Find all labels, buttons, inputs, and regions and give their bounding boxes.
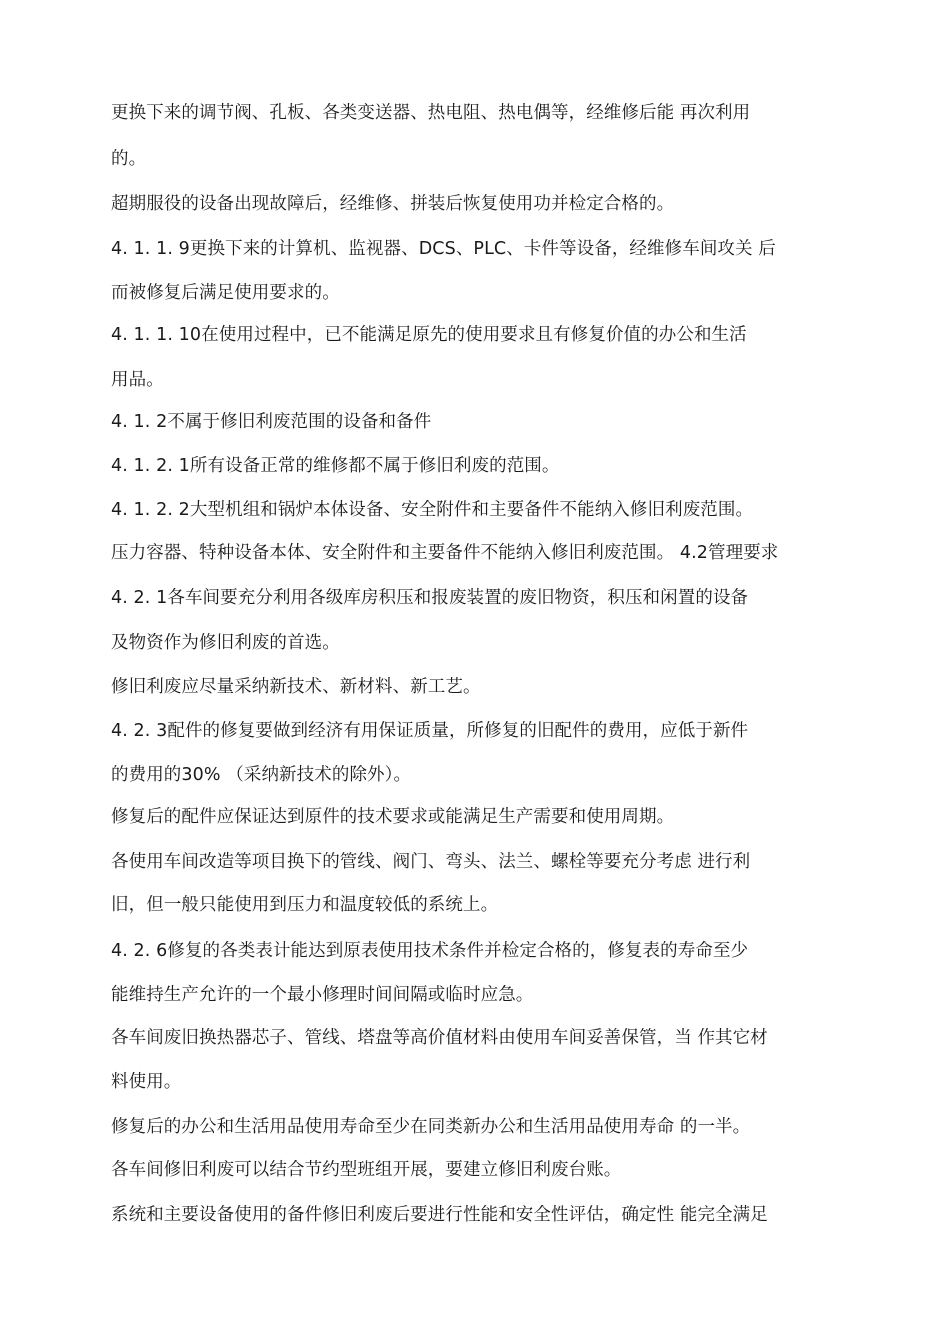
text-line: 各车间废旧换热器芯子、管线、塔盘等高价值材料由使用车间妥善保管，当 作其它材	[111, 1028, 768, 1048]
text-line: 各车间修旧利废可以结合节约型班组开展，要建立修旧利废台账。	[111, 1160, 622, 1180]
text-line: 的费用的30% （采纳新技术的除外）。	[111, 765, 412, 785]
text-line: 超期服役的设备出现故障后，经维修、拼装后恢复使用功并检定合格的。	[111, 194, 675, 214]
text-line: 压力容器、特种设备本体、安全附件和主要备件不能纳入修旧利废范围。 4.2管理要求	[111, 543, 779, 563]
text-line: 修复后的配件应保证达到原件的技术要求或能满足生产需要和使用周期。	[111, 807, 675, 827]
text-line: 旧，但一般只能使用到压力和温度较低的系统上。	[111, 895, 499, 915]
text-line: 4. 2. 6修复的各类表计能达到原表使用技术条件并检定合格的，修复表的寿命至少	[111, 941, 749, 961]
text-line: 料使用。	[111, 1072, 182, 1092]
text-line: 4. 1. 2. 2大型机组和锅炉本体设备、安全附件和主要备件不能纳入修旧利废范围。	[111, 500, 754, 520]
text-line: 4. 1. 2. 1所有设备正常的维修都不属于修旧利废的范围。	[111, 456, 560, 476]
text-line: 而被修复后满足使用要求的。	[111, 283, 340, 303]
text-line: 修旧利废应尽量采纳新技术、新材料、新工艺。	[111, 677, 481, 697]
text-line: 4. 2. 3配件的修复要做到经济有用保证质量，所修复的旧配件的费用，应低于新件	[111, 721, 749, 741]
text-line: 4. 1. 1. 10在使用过程中，已不能满足原先的使用要求且有修复价值的办公和生活	[111, 325, 747, 345]
text-line: 各使用车间改造等项目换下的管线、阀门、弯头、法兰、螺栓等要充分考虑 进行利	[111, 852, 751, 872]
text-line: 的。	[111, 149, 147, 169]
text-line: 4. 1. 2不属于修旧利废范围的设备和备件	[111, 412, 432, 432]
text-line: 系统和主要设备使用的备件修旧利废后要进行性能和安全性评估，确定性 能完全满足	[111, 1205, 768, 1225]
text-line: 用品。	[111, 370, 164, 390]
text-line: 4. 2. 1各车间要充分利用各级库房积压和报废装置的废旧物资，积压和闲置的设备	[111, 588, 749, 608]
text-line: 修复后的办公和生活用品使用寿命至少在同类新办公和生活用品使用寿命 的一半。	[111, 1117, 751, 1137]
text-line: 能维持生产允许的一个最小修理时间间隔或临时应急。	[111, 985, 534, 1005]
text-line: 4. 1. 1. 9更换下来的计算机、监视器、DCS、PLC、卡件等设备，经维修车间攻关 后	[111, 239, 776, 259]
text-line: 及物资作为修旧利废的首选。	[111, 633, 340, 653]
text-line: 更换下来的调节阀、孔板、各类变送器、热电阻、热电偶等，经维修后能 再次利用	[111, 103, 751, 123]
